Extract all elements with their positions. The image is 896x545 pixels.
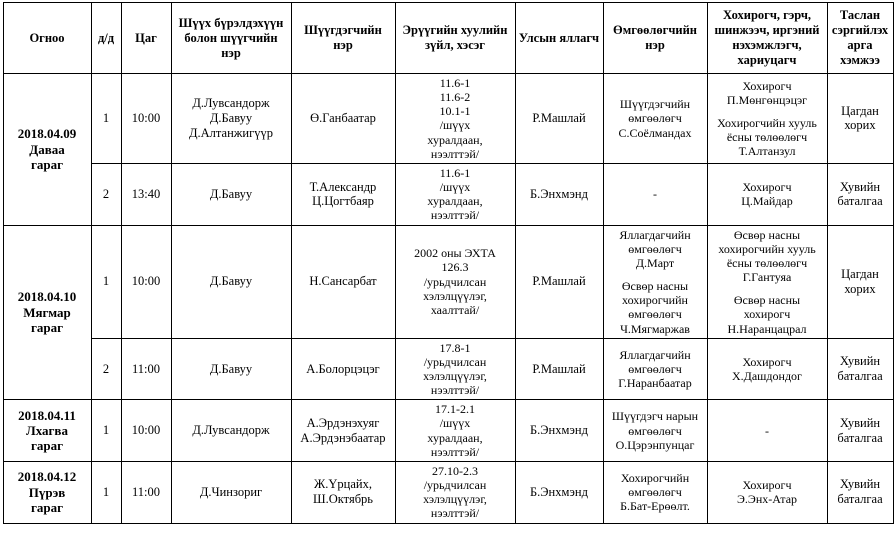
cell-panel — [171, 461, 291, 523]
text-line: Э.Энх-Атар — [736, 492, 798, 507]
cell-time: 10:00 — [121, 74, 171, 164]
cell-prosecutor — [515, 400, 603, 462]
text-line: хохирогч — [743, 307, 791, 322]
text-line: хэлэлцүүлэг, — [423, 288, 487, 303]
text-line: Д.Бавуу — [209, 186, 253, 201]
table-row — [3, 338, 893, 400]
text-line: Мягмар — [23, 304, 71, 320]
text-line: Б.Энхмэнд — [530, 186, 588, 201]
text-line: А.Эрдэнэхуяг — [306, 415, 380, 430]
text-line: 2018.04.10 — [17, 289, 77, 305]
text-line: 11.6-1 — [439, 165, 471, 180]
table-row — [3, 461, 893, 523]
text-line: Ө.Ганбаатар — [310, 111, 376, 126]
cell-panel — [171, 338, 291, 400]
text-line: ёсны төлөөлөгч — [726, 255, 808, 270]
text-line: Шүүгдэгч нарын — [611, 409, 699, 424]
text-line: 2018.04.11 — [18, 407, 76, 423]
text-line: Өсвөр насны — [733, 227, 801, 242]
text-line: 17.8-1 — [439, 340, 471, 355]
line-spacer — [606, 270, 705, 279]
text-line: хохирогчийн хууль — [718, 241, 816, 256]
cell-index: 1 — [91, 225, 121, 338]
text-line: Цагдан — [841, 103, 879, 118]
text-line: хорих — [844, 281, 876, 296]
cell-measure — [827, 225, 893, 338]
text-line: Ш.Октябрь — [312, 492, 374, 507]
text-line: С.Соёлмандах — [618, 125, 692, 140]
column-header-index: д/д — [91, 3, 121, 74]
text-line: Яллагдагчийн — [619, 227, 691, 242]
cell-panel — [171, 163, 291, 225]
table-row — [3, 400, 893, 462]
text-line: Шүүгдэгчийн — [619, 97, 691, 112]
cell-defendant — [291, 400, 395, 462]
text-line: А.Эрдэнэбаатар — [300, 430, 386, 445]
cell-measure — [827, 163, 893, 225]
cell-measure — [827, 400, 893, 462]
cell-law-article — [395, 338, 515, 400]
text-line: Р.Машлай — [532, 274, 586, 289]
text-line: Пүрэв — [28, 484, 66, 500]
text-line: өмгөөлөгч — [628, 307, 682, 322]
text-line: /урьдчилсан — [423, 354, 487, 369]
cell-prosecutor — [515, 74, 603, 164]
text-line: Ж.Үрцайх, — [314, 477, 372, 492]
text-line: Р.Машлай — [532, 111, 586, 126]
text-line: Хувийн — [839, 415, 881, 430]
cell-others — [707, 163, 827, 225]
text-line: хэлэлцүүлэг, — [423, 368, 487, 383]
cell-date — [3, 400, 91, 462]
text-line: Г.Гантуяа — [742, 270, 792, 285]
text-line: Ц.Майдар — [741, 194, 793, 209]
cell-lawyer — [603, 461, 707, 523]
text-line: Г.Наранбаатар — [618, 376, 692, 391]
text-line: өмгөөлөгч — [628, 241, 682, 256]
text-line: Хувийн — [839, 179, 881, 194]
cell-law-article — [395, 163, 515, 225]
cell-index: 1 — [91, 400, 121, 462]
cell-defendant — [291, 163, 395, 225]
text-line: өмгөөлөгч — [628, 361, 682, 376]
cell-prosecutor — [515, 163, 603, 225]
text-line: Хувийн — [839, 477, 881, 492]
cell-lawyer — [603, 225, 707, 338]
text-line: Хувийн — [839, 354, 881, 369]
text-line: Н.Наранцацрал — [727, 321, 807, 336]
column-header-others: Хохирогч, гэрч, шинжээч, иргэний нэхэмжлэгч, хариуцагч — [707, 3, 827, 74]
text-line: 2002 оны ЭХТА — [414, 246, 496, 261]
text-line: хорих — [844, 118, 876, 133]
text-line: 2018.04.09 — [17, 126, 77, 142]
cell-time: 11:00 — [121, 461, 171, 523]
column-header-lawyer: Өмгөөлөгчийн нэр — [603, 3, 707, 74]
cell-date — [3, 461, 91, 523]
text-line: 10.1-1 — [439, 104, 471, 119]
text-line: гараг — [30, 320, 64, 336]
text-line: нээлттэй/ — [430, 146, 480, 161]
text-line: хуралдаан, — [427, 194, 483, 209]
text-line: Цагдан — [841, 266, 879, 281]
column-header-measure: Таслан сэргийлэх арга хэмжээ — [827, 3, 893, 74]
text-line: Д.Бавуу — [209, 274, 253, 289]
column-header-time: Цаг — [121, 3, 171, 74]
text-line: 11.6-2 — [439, 90, 471, 105]
cell-law-article — [395, 461, 515, 523]
text-line: Хохирогч — [742, 478, 792, 493]
text-line: 27.10-2.3 — [432, 463, 478, 478]
text-line: Д.Алтанжигүүр — [189, 125, 273, 140]
cell-time: 13:40 — [121, 163, 171, 225]
header-row — [3, 3, 893, 74]
cell-defendant — [291, 225, 395, 338]
table-body — [3, 74, 893, 524]
cell-lawyer — [603, 338, 707, 400]
text-line: Даваа — [29, 141, 65, 157]
text-line: - — [765, 423, 769, 438]
text-line: Н.Сансарбат — [309, 274, 377, 289]
text-line: Д.Март — [635, 255, 675, 270]
cell-time: 11:00 — [121, 338, 171, 400]
text-line: Б.Энхмэнд — [530, 484, 588, 499]
cell-lawyer — [603, 74, 707, 164]
cell-index: 1 — [91, 461, 121, 523]
column-header-defendant: Шүүгдэгчийн нэр — [291, 3, 395, 74]
cell-prosecutor — [515, 461, 603, 523]
line-spacer — [710, 284, 825, 293]
text-line: Өсвөр насны — [621, 279, 689, 294]
table-header — [3, 3, 893, 74]
cell-index: 1 — [91, 74, 121, 164]
text-line: О.Цэрэнпунцаг — [615, 437, 695, 452]
table-row — [3, 225, 893, 338]
text-line: баталгаа — [837, 430, 883, 445]
cell-defendant — [291, 74, 395, 164]
cell-others — [707, 74, 827, 164]
text-line: нээлттэй/ — [430, 383, 480, 398]
text-line: 2018.04.12 — [17, 469, 77, 485]
cell-defendant — [291, 461, 395, 523]
table-row — [3, 74, 893, 164]
court-schedule-table — [3, 2, 894, 524]
text-line: Хохирогч — [742, 354, 792, 369]
text-line: хаалттай/ — [430, 302, 480, 317]
column-header-panel: Шүүх бүрэлдэхүүн болон шүүгчийн нэр — [171, 3, 291, 74]
text-line: нээлттэй/ — [430, 444, 480, 459]
cell-panel — [171, 225, 291, 338]
cell-time: 10:00 — [121, 400, 171, 462]
text-line: Өсвөр насны — [733, 293, 801, 308]
text-line: Б.Бат-Ерөөлт. — [620, 499, 690, 514]
text-line: /урьдчилсан — [423, 274, 487, 289]
text-line: ёсны төлөөлөгч — [726, 130, 808, 145]
text-line: хуралдаан, — [427, 430, 483, 445]
text-line: Хохирогч — [742, 180, 792, 195]
text-line: баталгаа — [837, 368, 883, 383]
text-line: /шүүх — [439, 416, 471, 431]
cell-law-article — [395, 400, 515, 462]
text-line: - — [653, 187, 657, 202]
text-line: Р.Машлай — [532, 361, 586, 376]
text-line: гараг — [30, 438, 64, 454]
cell-lawyer — [603, 400, 707, 462]
cell-panel — [171, 74, 291, 164]
text-line: баталгаа — [837, 194, 883, 209]
text-line: өмгөөлөгч — [628, 111, 682, 126]
cell-measure — [827, 461, 893, 523]
text-line: Д.Лувсандорж — [192, 423, 270, 438]
cell-law-article — [395, 74, 515, 164]
cell-date — [3, 225, 91, 400]
cell-others — [707, 400, 827, 462]
cell-others — [707, 338, 827, 400]
text-line: нээлттэй/ — [430, 506, 480, 521]
cell-defendant — [291, 338, 395, 400]
cell-measure — [827, 74, 893, 164]
cell-lawyer — [603, 163, 707, 225]
text-line: Д.Бавуу — [209, 111, 253, 126]
text-line: Б.Энхмэнд — [530, 423, 588, 438]
text-line: Лхагва — [26, 422, 68, 438]
cell-prosecutor — [515, 338, 603, 400]
text-line: Т.Александр — [309, 179, 377, 194]
text-line: баталгаа — [837, 492, 883, 507]
text-line: Хохирогчийн — [620, 470, 690, 485]
cell-index: 2 — [91, 338, 121, 400]
cell-law-article — [395, 225, 515, 338]
text-line: хохирогчийн — [622, 293, 688, 308]
text-line: А.Болорцэцэг — [306, 361, 380, 376]
text-line: Хохирогчийн хууль — [717, 115, 817, 130]
cell-prosecutor — [515, 225, 603, 338]
text-line: хэлэлцүүлэг, — [423, 492, 487, 507]
text-line: Д.Бавуу — [209, 361, 253, 376]
text-line: хуралдаан, — [427, 132, 483, 147]
column-header-law-article: Эрүүгийн хуулийн зүйл, хэсэг — [395, 3, 515, 74]
text-line: 11.6-1 — [439, 76, 471, 90]
text-line: нээлттэй/ — [430, 208, 480, 223]
cell-others — [707, 461, 827, 523]
text-line: өмгөөлөгч — [628, 485, 682, 500]
text-line: Ц.Цогтбаяр — [312, 194, 374, 209]
text-line: /шүүх — [439, 180, 471, 195]
text-line: өмгөөлөгч — [628, 423, 682, 438]
cell-measure — [827, 338, 893, 400]
text-line: П.Мөнгөнцэцэг — [726, 92, 808, 107]
text-line: Д.Чинзориг — [199, 484, 263, 499]
text-line: Т.Алтанзул — [738, 144, 796, 159]
text-line: /урьдчилсан — [423, 478, 487, 493]
text-line: Хохирогч — [742, 78, 792, 93]
text-line: Ч.Мягмаржав — [620, 321, 690, 336]
line-spacer — [710, 107, 825, 116]
table-row — [3, 163, 893, 225]
text-line: гараг — [30, 156, 64, 172]
cell-index: 2 — [91, 163, 121, 225]
text-line: 17.1-2.1 — [435, 402, 475, 417]
text-line: 126.3 — [441, 260, 469, 275]
text-line: Яллагдагчийн — [619, 347, 691, 362]
cell-panel — [171, 400, 291, 462]
cell-others — [707, 225, 827, 338]
column-header-date: Огноо — [3, 3, 91, 74]
cell-time: 10:00 — [121, 225, 171, 338]
text-line: Х.Дашдондог — [732, 368, 802, 383]
column-header-prosecutor: Улсын яллагч — [515, 3, 603, 74]
text-line: /шүүх — [439, 118, 471, 133]
text-line: Д.Лувсандорж — [192, 96, 270, 111]
text-line: гараг — [30, 499, 64, 515]
cell-date — [3, 74, 91, 226]
